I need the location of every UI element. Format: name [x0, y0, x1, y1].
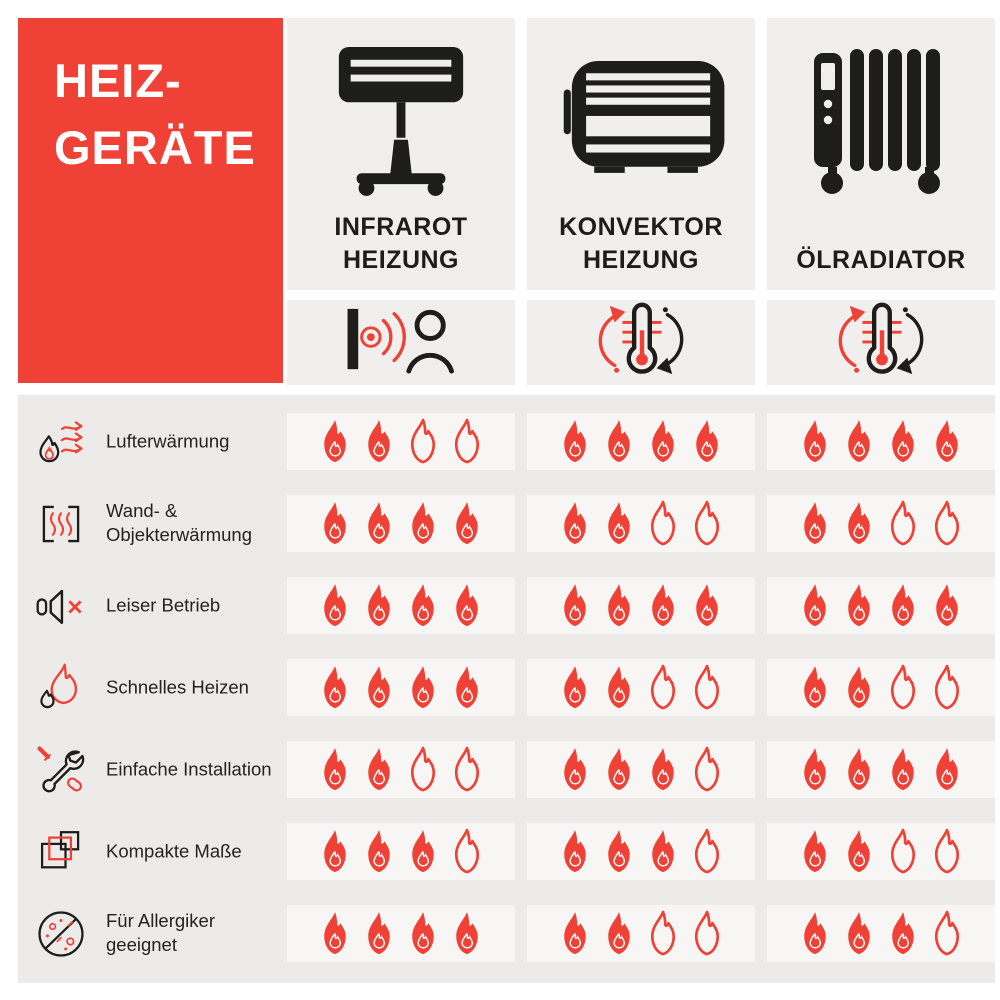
- mode-icon-box: [287, 300, 515, 385]
- radiant-heat-person-icon: [337, 305, 465, 380]
- air-circulation-thermometer-icon: [825, 299, 937, 386]
- feature-row: [18, 905, 995, 962]
- flame-filled-icon: [362, 828, 396, 875]
- rating-cell: [527, 905, 755, 962]
- flame-filled-icon: [318, 910, 352, 957]
- flame-filled-icon: [798, 418, 832, 465]
- feature-row: [18, 577, 995, 634]
- fast-heating-icon: [32, 659, 90, 717]
- flame-filled-icon: [930, 418, 964, 465]
- rating-cell: [287, 905, 515, 962]
- flame-filled-icon: [558, 828, 592, 875]
- device-name-line2: HEIZUNG: [583, 245, 699, 274]
- flame-filled-icon: [318, 500, 352, 547]
- flame-outline-icon: [646, 664, 680, 711]
- flame-filled-icon: [646, 828, 680, 875]
- device-column-infrarot: [287, 18, 515, 290]
- feature-label: Wand- & Objekterwärmung: [106, 499, 253, 546]
- flame-filled-icon: [558, 500, 592, 547]
- flame-outline-icon: [930, 828, 964, 875]
- feature-label: Schnelles Heizen: [106, 676, 249, 698]
- feature-label: Leiser Betrieb: [106, 594, 221, 616]
- allergy-friendly-icon: [32, 905, 90, 963]
- oil-radiator-icon: [767, 18, 995, 220]
- flame-outline-icon: [690, 664, 724, 711]
- flame-filled-icon: [602, 664, 636, 711]
- flame-filled-icon: [602, 828, 636, 875]
- flame-outline-icon: [646, 910, 680, 957]
- device-column-konvektor: [527, 18, 755, 290]
- flame-filled-icon: [602, 582, 636, 629]
- flame-filled-icon: [886, 418, 920, 465]
- rating-cell: [287, 495, 515, 552]
- flame-filled-icon: [798, 746, 832, 793]
- flame-filled-icon: [798, 500, 832, 547]
- feature-label: Einfache Installation: [106, 758, 272, 780]
- quiet-operation-icon: [32, 577, 90, 635]
- device-name-line1: KONVEKTOR: [559, 213, 723, 241]
- flame-filled-icon: [318, 418, 352, 465]
- flame-filled-icon: [646, 418, 680, 465]
- flame-outline-icon: [930, 500, 964, 547]
- convector-heater-icon: [527, 18, 755, 220]
- rating-cell: [527, 577, 755, 634]
- flame-outline-icon: [406, 418, 440, 465]
- flame-filled-icon: [406, 500, 440, 547]
- flame-filled-icon: [886, 910, 920, 957]
- device-name-line1: ÖLRADIATOR: [796, 245, 966, 274]
- device-column-oelradiator: [767, 18, 995, 290]
- rating-cell: [767, 495, 995, 552]
- flame-filled-icon: [362, 582, 396, 629]
- flame-outline-icon: [930, 664, 964, 711]
- infrared-heater-icon: [287, 18, 515, 220]
- rating-cell: [767, 413, 995, 470]
- flame-filled-icon: [406, 910, 440, 957]
- device-name: [287, 211, 515, 276]
- flame-filled-icon: [362, 664, 396, 711]
- rating-cell: [767, 823, 995, 880]
- flame-filled-icon: [362, 500, 396, 547]
- flame-filled-icon: [602, 500, 636, 547]
- feature-row: [18, 495, 995, 552]
- flame-outline-icon: [406, 746, 440, 793]
- flame-outline-icon: [450, 828, 484, 875]
- rating-cell: [767, 659, 995, 716]
- flame-outline-icon: [450, 746, 484, 793]
- feature-label: Lufterwärmung: [106, 430, 230, 452]
- rating-cell: [287, 823, 515, 880]
- flame-filled-icon: [558, 746, 592, 793]
- flame-filled-icon: [450, 582, 484, 629]
- title-card: [18, 18, 283, 383]
- flame-filled-icon: [690, 418, 724, 465]
- flame-outline-icon: [690, 500, 724, 547]
- rating-cell: [767, 905, 995, 962]
- rating-cell: [527, 741, 755, 798]
- page-title-line1: HEIZ-: [54, 54, 182, 107]
- device-name: [527, 211, 755, 276]
- flame-outline-icon: [690, 746, 724, 793]
- flame-outline-icon: [690, 910, 724, 957]
- flame-filled-icon: [646, 582, 680, 629]
- device-name: [767, 244, 995, 277]
- flame-outline-icon: [886, 828, 920, 875]
- compact-size-icon: [32, 823, 90, 881]
- flame-outline-icon: [930, 910, 964, 957]
- flame-filled-icon: [930, 582, 964, 629]
- flame-outline-icon: [450, 418, 484, 465]
- flame-filled-icon: [886, 582, 920, 629]
- flame-filled-icon: [406, 582, 440, 629]
- flame-filled-icon: [842, 910, 876, 957]
- feature-row: [18, 823, 995, 880]
- rating-cell: [287, 413, 515, 470]
- air-circulation-thermometer-icon: [585, 299, 697, 386]
- flame-filled-icon: [602, 418, 636, 465]
- flame-filled-icon: [842, 828, 876, 875]
- rating-cell: [767, 577, 995, 634]
- flame-filled-icon: [602, 910, 636, 957]
- flame-filled-icon: [362, 910, 396, 957]
- feature-row: [18, 741, 995, 798]
- mode-icon-box: [527, 300, 755, 385]
- flame-filled-icon: [690, 582, 724, 629]
- device-name-line1: INFRAROT: [334, 213, 468, 241]
- flame-filled-icon: [798, 910, 832, 957]
- comparison-panel: [18, 395, 995, 983]
- flame-filled-icon: [318, 746, 352, 793]
- flame-filled-icon: [842, 746, 876, 793]
- rating-cell: [287, 741, 515, 798]
- feature-row: [18, 659, 995, 716]
- rating-cell: [767, 741, 995, 798]
- flame-filled-icon: [318, 828, 352, 875]
- rating-cell: [287, 577, 515, 634]
- flame-filled-icon: [362, 418, 396, 465]
- flame-filled-icon: [406, 828, 440, 875]
- flame-outline-icon: [646, 500, 680, 547]
- feature-label: Für Allergiker geeignet: [106, 909, 215, 956]
- device-name-line2: HEIZUNG: [343, 245, 459, 274]
- flame-filled-icon: [602, 746, 636, 793]
- flame-outline-icon: [886, 500, 920, 547]
- flame-filled-icon: [842, 582, 876, 629]
- feature-row: [18, 413, 995, 470]
- flame-filled-icon: [646, 746, 680, 793]
- flame-outline-icon: [690, 828, 724, 875]
- easy-installation-icon: [32, 741, 90, 799]
- flame-filled-icon: [842, 500, 876, 547]
- feature-label: Kompakte Maße: [106, 840, 242, 862]
- flame-filled-icon: [406, 664, 440, 711]
- rating-cell: [527, 823, 755, 880]
- rating-cell: [527, 659, 755, 716]
- flame-filled-icon: [798, 828, 832, 875]
- rating-cell: [527, 413, 755, 470]
- flame-filled-icon: [362, 746, 396, 793]
- flame-filled-icon: [450, 910, 484, 957]
- flame-outline-icon: [886, 664, 920, 711]
- flame-filled-icon: [798, 582, 832, 629]
- flame-filled-icon: [558, 910, 592, 957]
- flame-filled-icon: [886, 746, 920, 793]
- flame-filled-icon: [450, 664, 484, 711]
- flame-filled-icon: [558, 418, 592, 465]
- flame-filled-icon: [318, 664, 352, 711]
- flame-filled-icon: [318, 582, 352, 629]
- flame-filled-icon: [558, 664, 592, 711]
- wall-object-warming-icon: [32, 495, 90, 553]
- rating-cell: [287, 659, 515, 716]
- air-warming-icon: [32, 413, 90, 471]
- flame-filled-icon: [930, 746, 964, 793]
- mode-icon-box: [767, 300, 995, 385]
- flame-filled-icon: [842, 664, 876, 711]
- flame-filled-icon: [558, 582, 592, 629]
- page-title-line2: GERÄTE: [54, 120, 256, 174]
- flame-filled-icon: [798, 664, 832, 711]
- flame-filled-icon: [842, 418, 876, 465]
- rating-cell: [527, 495, 755, 552]
- flame-filled-icon: [450, 500, 484, 547]
